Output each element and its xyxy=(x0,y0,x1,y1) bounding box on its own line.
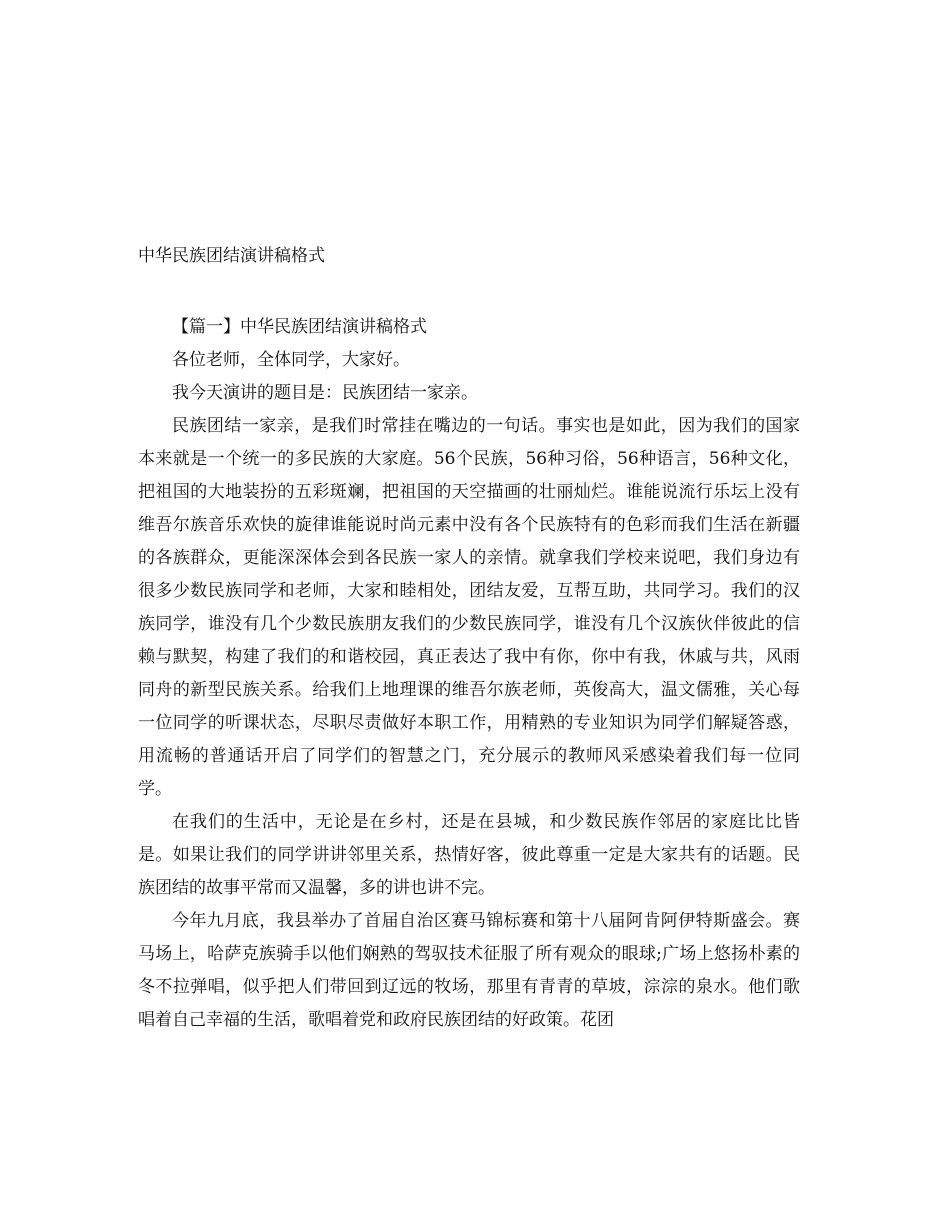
document-title: 中华民族团结演讲稿格式 xyxy=(138,246,325,266)
topic-paragraph: 我今天演讲的题目是：民族团结一家亲。 xyxy=(172,383,478,403)
body-paragraph: 今年九月底，我县举办了首届自治区赛马锦标赛和第十八届阿肯阿伊特斯盛会。赛马场上，哈萨克族骑手以他们娴熟的驾驭技术征服了所有观众的眼球;广场上悠扬朴素的冬不拉弹唱，似乎把人们带回到辽远的牧场，那里有青青的草坡，淙淙的泉水。他们歌唱着自己幸福的生活，歌唱着党和政府民族团结的好政策。花团 xyxy=(138,911,800,1030)
document-body xyxy=(138,311,800,1037)
section-heading: 【篇一】中华民族团结演讲稿格式 xyxy=(172,317,427,337)
body-paragraph: 在我们的生活中，无论是在乡村，还是在县城，和少数民族作邻居的家庭比比皆是。如果让我们的同学讲讲邻里关系，热情好客，彼此尊重一定是大家共有的话题。民族团结的故事平常而又温馨，多的讲也讲不完。 xyxy=(138,812,800,898)
greeting-paragraph: 各位老师，全体同学，大家好。 xyxy=(172,350,410,370)
body-paragraph: 民族团结一家亲，是我们时常挂在嘴边的一句话。事实也是如此，因为我们的国家本来就是一个统一的多民族的大家庭。56个民族，56种习俗，56种语言，56种文化，把祖国的大地装扮的五彩斑斓，把祖国的天空描画的壮丽灿烂。谁能说流行乐坛上没有维吾尔族音乐欢快的旋律谁能说时尚元素中没有各个民族特有的色彩而我们生活在新疆的各族群众，更能深深体会到各民族一家人的亲情。就拿我们学校来说吧，我们身边有很多少数民族同学和老师，大家和睦相处，团结友爱，互帮互助，共同学习。我们的汉族同学，谁没有几个少数民族朋友我们的少数民族同学，谁没有几个汉族伙伴彼此的信赖与默契，构建了我们的和谐校园，真正表达了我中有你，你中有我，休戚与共，风雨同舟的新型民族关系。给我们上地理课的维吾尔族老师，英俊高大，温文儒雅，关心每一位同学的听课状态，尽职尽责做好本职工作，用精熟的专业知识为同学们解疑答惑，用流畅的普通话开启了同学们的智慧之门，充分展示的教师风采感染着我们每一位同学。 xyxy=(138,416,800,799)
